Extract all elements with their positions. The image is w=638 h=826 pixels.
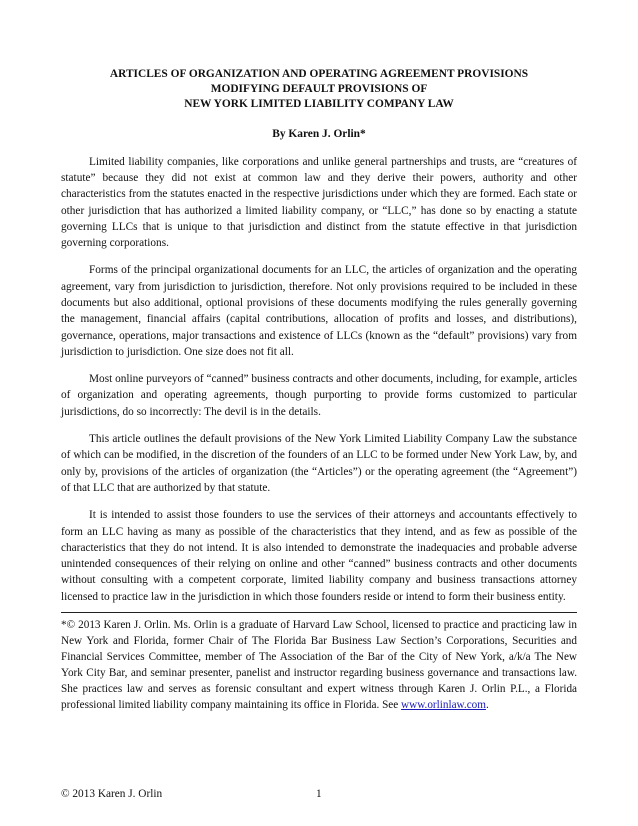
title-line-3: NEW YORK LIMITED LIABILITY COMPANY LAW [184,98,454,111]
title-line-2: MODIFYING DEFAULT PROVISIONS OF [210,83,428,96]
document-title [61,67,577,113]
paragraph-2: Forms of the principal organizational documents for an LLC, the articles of organization and the operating agreement, vary from jurisdiction to jurisdiction, therefore. Not only provisions required to be included in these documents but also additional, optional provisions of these documents modifying the rules generally governing the management, financial affairs (capital contributions, allocation of profits and losses, and distributions), governance, operations, major transactions and existence of LLCs (known as the “default” provisions) vary from jurisdiction to jurisdiction. One size does not fit all. [61,264,577,358]
page-content [61,67,577,713]
paragraph-4: This article outlines the default provisions of the New York Limited Liability Company Law the substance of which can be modified, in the discretion of the founders of an LLC to be formed under New York Law, by, and only by, provisions of the articles of organization (the “Articles”) or the operating agreement (the “Agreement”) of that LLC that are authorized by that statute. [61,433,577,494]
paragraph-5: It is intended to assist those founders to use the services of their attorneys and accountants effectively to form an LLC having as many as possible of the characteristics that they intend, and as few as possible of the characteristics that they do not intend. It is also intended to demonstrate the inadequacies and probable adverse unintended consequences of their relying on online and other “canned” business contracts and other documents without consulting with a competent corporate, limited liability company and business transactions attorney licensed to practice law in the jurisdiction in which those founders reside or intend to form their business entity. [61,509,577,603]
author-byline: By Karen J. Orlin* [272,127,366,140]
footnote-trailing: . [485,699,489,712]
paragraph-3: Most online purveyors of “canned” business contracts and other documents, including, for example, articles of organization and operating agreements, though purporting to provide forms customized to particular jurisdictions, do so incorrectly: The devil is in the details. [61,373,577,418]
author-footnote [61,617,577,713]
paragraph-1: Limited liability companies, like corporations and unlike general partnerships and trusts, are “creatures of statute” because they did not exist at common law and they derive their powers, authority and other characteristics from the statutes enacted in the respective jurisdictions under which they are formed. Each state or other jurisdiction that has authorized a limited liability company, or “LLC,” has done so by enacting a statute governing LLCs that is unique to that jurisdiction and distinct from the statute effective in that jurisdiction governing corporations. [61,155,577,250]
footnote-divider [61,612,577,613]
footnote-text: *© 2013 Karen J. Orlin. Ms. Orlin is a graduate of Harvard Law School, licensed to practice and practicing law in New York and Florida, former Chair of The Florida Bar Business Law Section’s Corporations, Securities and Financial Services Committee, member of The Association of the Bar of the City of New York, a/k/a The New York City Bar, and seminar presenter, panelist and instructor regarding business governance and transactions law. She practices law and serves as forensic consultant and expert witness through Karen J. Orlin P.L., a Florida professional limited liability company maintaining its office in Florida. See [61,619,577,712]
website-link[interactable]: www.orlinlaw.com [401,699,486,712]
footer-copyright: © 2013 Karen J. Orlin [61,788,163,800]
page-number: 1 [316,788,322,800]
title-line-1: ARTICLES OF ORGANIZATION AND OPERATING AGREEMENT PROVISIONS [109,68,529,80]
